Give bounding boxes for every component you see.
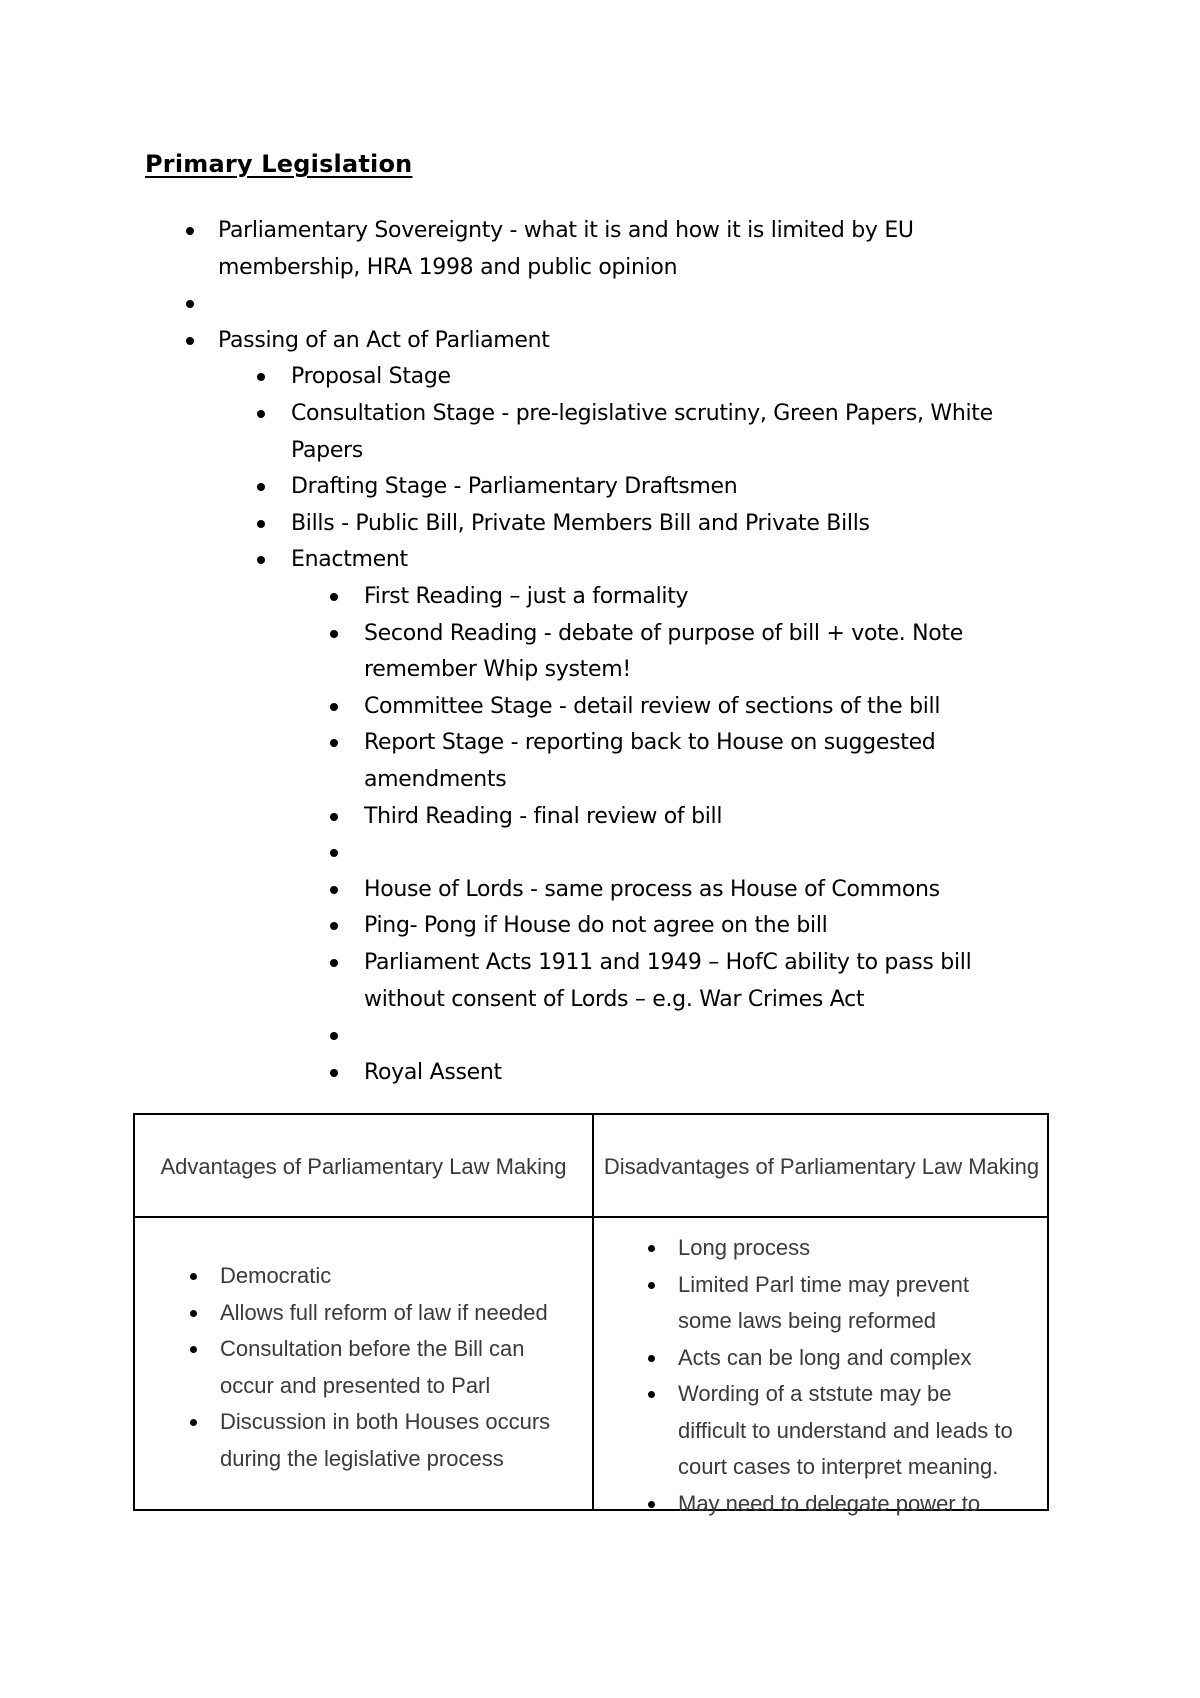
table-list-item-text: difficult to understand and leads to [678,1417,1013,1443]
outline-item-text: Royal Assent [364,1059,502,1085]
outline-item-text: Bills - Public Bill, Private Members Bill and Private Bills [291,510,870,536]
table-list-item-text: Democratic [220,1263,332,1288]
outline-item-text: Ping- Pong if House do not agree on the bill [364,913,828,939]
table-list-item-text: Discussion in both Houses occurs [220,1409,551,1434]
outline-item-text: membership, HRA 1998 and public opinion [218,254,678,280]
table-list-item [678,1486,1048,1523]
disadvantages-list [678,1230,1048,1522]
bullet-icon [648,1391,655,1398]
outline-item-text: Passing of an Act of Parliament [218,327,550,353]
advantages-list [220,1258,580,1477]
outline-item-text: remember Whip system! [364,657,631,683]
table-list-item-text: Long process [678,1235,811,1260]
outline-item-text: Parliament Acts 1911 and 1949 – HofC ability to pass bill [364,950,972,975]
outline-item-text: Report Stage - reporting back to House on suggested [364,730,936,756]
table-list-item-text: court cases to interpret meaning. [678,1454,999,1479]
bullet-icon [186,227,194,235]
outline-item-text: Committee Stage - detail review of sections of the bill [364,693,941,719]
bullet-icon [330,886,338,894]
outline-item-text: Enactment [291,547,408,573]
table-list-item-text: during the legislative process [220,1445,504,1471]
outline-item-text: without consent of Lords – e.g. War Crimes Act [364,986,865,1012]
bullet-icon [330,922,338,930]
bullet-icon [257,373,265,381]
bullet-icon [330,593,338,601]
bullet-icon [648,1355,655,1362]
bullet-icon [330,1032,338,1040]
disadvantages-header [594,1149,1049,1185]
bullet-icon [257,556,265,564]
bullet-icon [257,410,265,418]
table-list-item [220,1331,580,1404]
bullet-icon [330,959,338,967]
bullet-icon [190,1346,197,1353]
bullet-icon [257,483,265,491]
table-list-item [678,1340,1048,1377]
bullet-icon [186,300,194,308]
table-list-item-text: Wording of a ststute may be [678,1381,952,1406]
bullet-icon [330,813,338,821]
disadvantages-header-text: Disadvantages of Parliamentary Law Making [603,1154,1040,1179]
table-list-item [678,1267,1048,1340]
outline-item-text: Proposal Stage [291,364,451,390]
outline-item-text: Second Reading - debate of purpose of bill + vote. Note [364,620,963,646]
table-list-item [678,1230,1048,1267]
table-list-item-text: Acts can be long and complex [678,1344,972,1370]
bullet-icon [330,739,338,747]
outline-item-text: First Reading – just a formality [364,584,689,609]
bullet-icon [330,849,338,857]
comparison-table [133,1113,1049,1516]
bullet-icon [190,1273,197,1280]
table-list-item-text: Allows full reform of law if needed [220,1299,548,1325]
outline-item-text: Third Reading - final review of bill [364,803,723,829]
table-list-item-text: Limited Parl time may prevent [678,1271,969,1297]
bullet-icon [257,520,265,528]
bullet-icon [648,1501,655,1508]
table-list-item [220,1258,580,1295]
bullet-icon [330,630,338,638]
table-list-item-text: some laws being reformed [678,1308,937,1333]
outline-item-text: Parliamentary Sovereignty - what it is and how it is limited by EU [218,218,914,243]
bullet-icon [190,1310,197,1317]
advantages-header: Advantages of Parliamentary Law Making [160,1154,567,1179]
outline-item-text: Papers [291,437,363,463]
table-list-item [220,1295,580,1332]
bullet-icon [186,337,194,345]
outline-item-text: House of Lords - same process as House of Commons [364,876,940,902]
table-list-item-text: occur and presented to Parl [220,1372,491,1398]
bullet-icon [330,1069,338,1077]
outline-item-text: Consultation Stage - pre-legislative scrutiny, Green Papers, White [291,401,993,426]
bullet-icon [648,1282,655,1289]
bullet-icon [330,703,338,711]
outline-item-text: Drafting Stage - Parliamentary Draftsmen [291,474,738,500]
bullet-icon [190,1419,197,1426]
table-list-item-text: May need to delegate power to [678,1490,981,1516]
outline-item-text: amendments [364,767,507,792]
table-header-divider [135,1216,1047,1218]
bullet-icon [648,1245,655,1252]
table-list-item [678,1376,1048,1486]
table-list-item [220,1404,580,1477]
table-list-item-text: Consultation before the Bill can [220,1336,525,1361]
page-title: Primary Legislation [145,150,413,178]
